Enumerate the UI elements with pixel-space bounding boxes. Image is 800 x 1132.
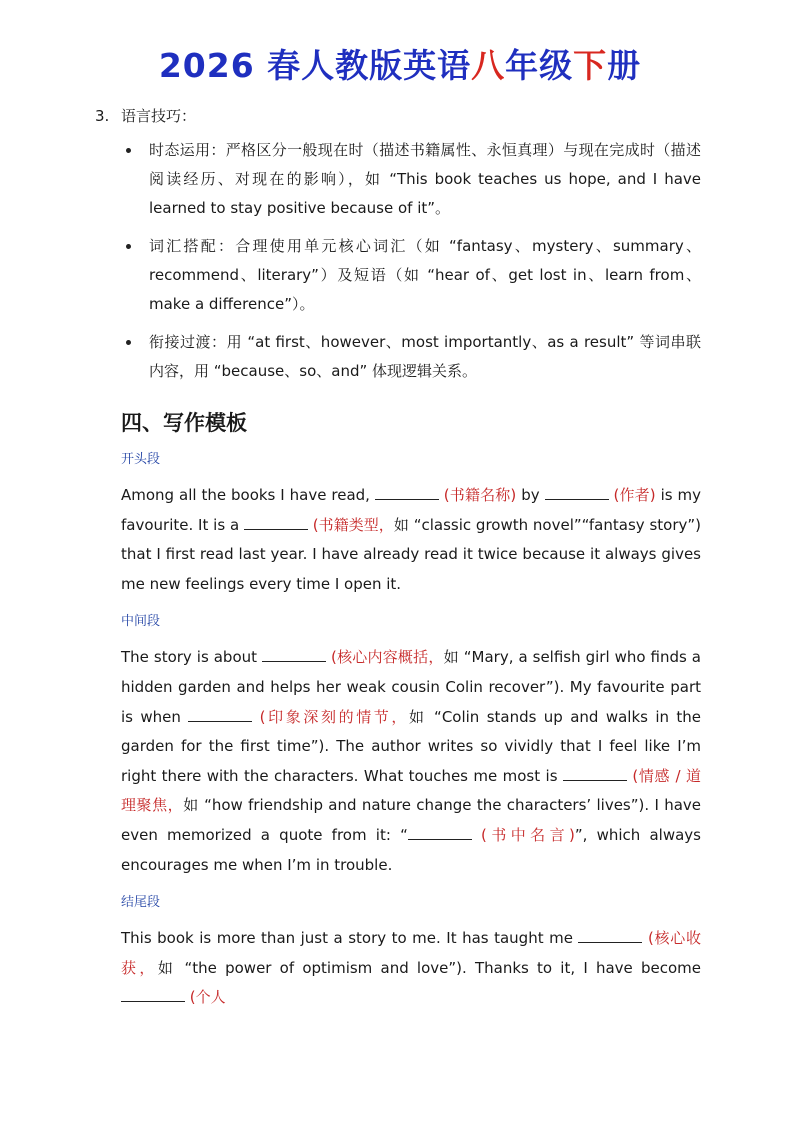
title-part-5: 册	[607, 46, 642, 85]
bullet-icon	[126, 148, 131, 153]
middle-label: 中间段	[121, 614, 161, 630]
fill-blank	[408, 825, 472, 840]
bullet-icon	[126, 340, 131, 345]
hint-text: (个人	[189, 988, 226, 1007]
fill-blank	[375, 485, 439, 500]
hint-text: (情感 / 道理聚焦，	[121, 766, 701, 815]
fill-blank	[262, 647, 326, 662]
bullet-text: 合理使用单元核心词汇（如 “fantasy、mystery、summary、recommend、literary”）及短语（如 “hear of、get lost in、learn from、make a difference”）。	[149, 237, 701, 313]
title-part-4: 下	[573, 46, 608, 85]
fill-blank	[188, 707, 252, 722]
text-run: 如 “Colin stands up and walks in the garden for the first time”). The author writes so vividly that I feel like I’m right there with the characters. What touches me most is	[121, 707, 701, 785]
title-part-1: 2026 春人教版英语	[158, 46, 472, 85]
text-run: 如 “the power of optimism and love”). Thanks to it, I have become	[157, 958, 701, 977]
hint-text: (核心内容概括，	[331, 648, 444, 667]
closing-paragraph	[121, 924, 701, 1013]
subsection-title: 语言技巧：	[121, 107, 197, 125]
text-run: 如 “classic growth novel”“fantasy story”) that I first read last year. I have already read it twice because it always gives me new feelings every time I open it.	[121, 515, 701, 593]
fill-blank	[244, 515, 308, 530]
fill-blank	[563, 766, 627, 781]
text-run: ”, which always encourages me when I’m in trouble.	[121, 825, 701, 874]
tips-list	[121, 136, 701, 386]
middle-paragraph	[121, 643, 701, 880]
bullet-label: 词汇搭配：	[149, 237, 236, 255]
section-heading: 四、写作模板	[121, 411, 247, 435]
bullet-label: 衔接过渡：	[149, 333, 227, 351]
text-run: 如 “how friendship and nature change the characters’ lives”). I have even memorized a quote from it: “	[121, 796, 701, 844]
document-body	[95, 104, 701, 1026]
bullet-text: 用 “at first、however、most importantly、as a result” 等词串联内容，用 “because、so、and” 体现逻辑关系。	[149, 333, 701, 380]
page-title	[0, 44, 800, 88]
hint-text: (书中名言)	[481, 825, 575, 844]
bullet-text: 严格区分一般现在时（描述书籍属性、永恒真理）与现在完成时（描述阅读经历、对现在的影响），如 “This book teaches us hope, and I have learned to stay positive because of it”。	[149, 141, 701, 217]
text-run: Among all the books I have read,	[121, 486, 375, 504]
hint-text: (书籍类型，	[312, 515, 394, 534]
text-run: 如 “Mary, a selfish girl who finds a hidden garden and helps her weak cousin Colin recover”). My favourite part is when	[121, 648, 701, 726]
hint-text: (书籍名称)	[443, 486, 517, 504]
fill-blank	[121, 987, 185, 1002]
list-item	[121, 136, 701, 223]
closing-label: 结尾段	[121, 895, 161, 911]
fill-blank	[578, 928, 642, 943]
list-item	[121, 232, 701, 319]
list-item	[121, 328, 701, 386]
opening-paragraph	[121, 481, 701, 599]
bullet-label: 时态运用：	[149, 141, 226, 159]
hint-text: (印象深刻的情节，	[259, 707, 410, 726]
text-run: by	[516, 486, 545, 504]
title-part-2: 八	[471, 46, 506, 85]
subsection-number: 3.	[95, 107, 110, 125]
subsection-heading	[95, 104, 701, 128]
hint-text: (作者)	[613, 486, 656, 504]
text-run: is my favourite. It is a	[121, 486, 701, 534]
opening-label: 开头段	[121, 452, 161, 467]
hint-text: (核心收获，	[121, 929, 701, 977]
bullet-icon	[126, 244, 131, 249]
fill-blank	[545, 485, 609, 500]
text-run: The story is about	[121, 648, 263, 667]
title-part-3: 年级	[505, 46, 574, 85]
text-run: This book is more than just a story to me. It has taught me	[121, 929, 579, 948]
